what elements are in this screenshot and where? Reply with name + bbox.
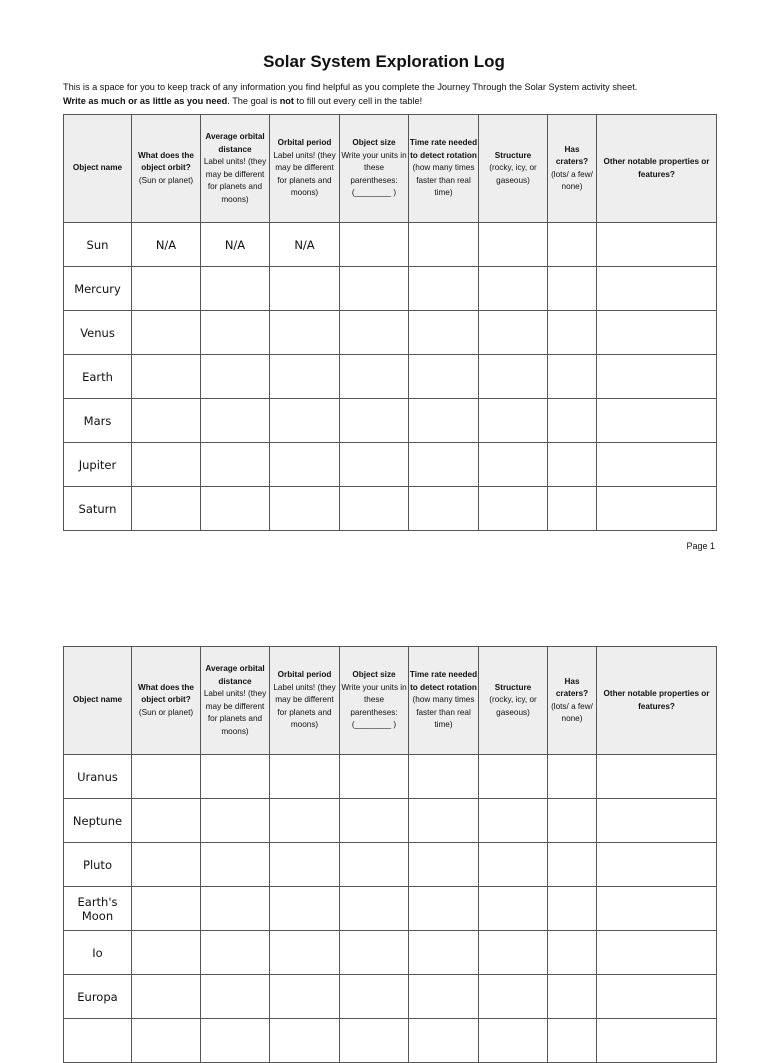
entry-cell[interactable] [479,399,548,443]
entry-cell[interactable] [270,267,340,311]
column-header-title: Object size [352,138,396,148]
column-header [597,647,717,755]
entry-cell[interactable] [548,267,597,311]
entry-cell[interactable] [340,843,409,887]
entry-cell[interactable] [597,399,717,443]
entry-cell[interactable] [201,487,270,531]
column-header [132,115,201,223]
entry-cell[interactable] [548,975,597,1019]
entry-cell[interactable] [409,755,479,799]
column-header-title: Object name [72,695,123,705]
table-row [64,931,717,975]
column-header-title: Has craters? [555,144,589,166]
column-header [340,647,409,755]
entry-cell[interactable] [270,443,340,487]
entry-cell[interactable] [409,311,479,355]
entry-cell[interactable] [201,311,270,355]
column-header [340,115,409,223]
column-header [409,647,479,755]
column-header [548,115,597,223]
table-row [64,975,717,1019]
object-name-cell: Jupiter [64,443,132,487]
column-header-hint: (how many times faster than real time) [412,695,475,730]
entry-cell[interactable] [340,1019,409,1063]
entry-cell[interactable] [132,843,201,887]
entry-cell[interactable] [270,1019,340,1063]
intro-bold-2: not [279,96,294,106]
entry-cell[interactable] [409,975,479,1019]
entry-cell[interactable] [409,487,479,531]
entry-cell[interactable] [201,799,270,843]
column-header [479,115,548,223]
entry-cell[interactable] [479,267,548,311]
entry-cell[interactable]: N/A [132,223,201,267]
entry-cell[interactable] [270,931,340,975]
entry-cell[interactable] [548,399,597,443]
column-header-hint: (rocky, icy, or gaseous) [489,163,537,185]
entry-cell[interactable] [409,799,479,843]
object-name-cell: Earth's Moon [64,887,132,931]
entry-cell[interactable] [201,755,270,799]
column-header-hint: (rocky, icy, or gaseous) [489,695,537,717]
entry-cell[interactable] [201,399,270,443]
column-header [64,647,132,755]
table-row [64,887,717,931]
entry-cell[interactable] [132,799,201,843]
column-header-hint: (Sun or planet) [138,175,194,185]
entry-cell[interactable] [479,755,548,799]
column-header-hint: Label units! (they may be different for planets and moons) [273,150,336,198]
column-header [270,647,340,755]
entry-cell[interactable] [548,487,597,531]
column-header-hint: Write your units in these parentheses: (________ ) [341,682,407,730]
table-row [64,799,717,843]
entry-cell[interactable] [548,223,597,267]
entry-cell[interactable] [132,975,201,1019]
entry-cell[interactable] [548,311,597,355]
entry-cell[interactable] [548,887,597,931]
entry-cell[interactable] [132,399,201,443]
table-row [64,755,717,799]
entry-cell[interactable] [340,755,409,799]
object-name-cell: Venus [64,311,132,355]
entry-cell[interactable] [597,487,717,531]
entry-cell[interactable] [409,355,479,399]
column-header [64,115,132,223]
column-header-title: What does the object orbit? [138,682,194,705]
entry-cell[interactable] [597,799,717,843]
column-header-hint: Label units! (they may be different for planets and moons) [203,689,267,736]
column-header-title: Average orbital distance [205,132,265,154]
entry-cell[interactable] [548,755,597,799]
entry-cell[interactable] [270,755,340,799]
intro-text [63,80,723,108]
column-header-hint: (lots/ a few/ none) [551,701,593,723]
page-title: Solar System Exploration Log [263,52,505,71]
object-name-cell: Mercury [64,267,132,311]
column-header-title: Time rate needed to detect rotation [409,670,478,692]
object-name-cell: Europa [64,975,132,1019]
entry-cell[interactable] [597,1019,717,1063]
object-name-cell: Pluto [64,843,132,887]
entry-cell[interactable] [201,887,270,931]
entry-cell[interactable] [597,443,717,487]
entry-cell[interactable] [597,755,717,799]
entry-cell[interactable] [409,443,479,487]
column-header [201,647,270,755]
entry-cell[interactable] [270,487,340,531]
entry-cell[interactable] [201,355,270,399]
entry-cell[interactable] [597,311,717,355]
entry-cell[interactable] [597,931,717,975]
entry-cell[interactable] [409,1019,479,1063]
entry-cell[interactable] [270,843,340,887]
entry-cell[interactable] [548,843,597,887]
column-header [201,115,270,223]
entry-cell[interactable] [340,443,409,487]
entry-cell[interactable] [597,355,717,399]
entry-cell[interactable] [479,223,548,267]
entry-cell[interactable] [340,399,409,443]
object-name-cell: Neptune [64,799,132,843]
entry-cell[interactable] [479,799,548,843]
entry-cell[interactable] [340,887,409,931]
entry-cell[interactable] [270,975,340,1019]
column-header-title: Other notable properties or features? [603,157,710,179]
entry-cell[interactable] [132,1019,201,1063]
page-number: Page 1 [686,541,715,551]
entry-cell[interactable] [479,843,548,887]
entry-cell[interactable] [132,355,201,399]
object-name-cell: Earth [64,355,132,399]
column-header-title: Average orbital distance [205,664,265,686]
entry-cell[interactable]: N/A [270,223,340,267]
entry-cell[interactable] [270,799,340,843]
column-header [409,115,479,223]
column-header-title: Orbital period [277,670,332,680]
entry-cell[interactable] [479,975,548,1019]
entry-cell[interactable] [132,755,201,799]
entry-cell[interactable] [340,931,409,975]
entry-cell[interactable]: N/A [201,223,270,267]
column-header-hint: Label units! (they may be different for planets and moons) [273,682,336,730]
entry-cell[interactable] [548,355,597,399]
entry-cell[interactable] [201,843,270,887]
entry-cell[interactable] [270,887,340,931]
entry-cell[interactable] [340,799,409,843]
entry-cell[interactable] [201,1019,270,1063]
object-name-cell: Sun [64,223,132,267]
column-header-title: Has craters? [555,676,589,698]
entry-cell[interactable] [340,975,409,1019]
object-name-cell: Saturn [64,487,132,531]
column-header-title: Object size [352,670,396,680]
column-header-hint: (how many times faster than real time) [412,163,475,198]
entry-cell[interactable] [479,1019,548,1063]
entry-cell[interactable] [201,443,270,487]
entry-cell[interactable] [548,799,597,843]
entry-cell[interactable] [597,975,717,1019]
intro-mid: . The goal is [227,96,280,106]
entry-cell[interactable] [132,443,201,487]
entry-cell[interactable] [132,487,201,531]
entry-cell[interactable] [132,887,201,931]
entry-cell[interactable] [409,399,479,443]
table-row [64,1019,717,1063]
entry-cell[interactable] [479,887,548,931]
column-header [270,115,340,223]
table-row [64,311,717,355]
table-row [64,223,717,267]
intro-line-2 [63,94,723,108]
entry-cell[interactable] [409,223,479,267]
entry-cell[interactable] [479,487,548,531]
entry-cell[interactable] [409,267,479,311]
table-row [64,399,717,443]
column-header-title: Orbital period [277,138,332,148]
exploration-table-1 [63,114,717,531]
column-header-title: Structure [494,150,532,160]
column-header-title: What does the object orbit? [138,150,194,173]
column-header-hint: Write your units in these parentheses: (________ ) [341,150,407,198]
entry-cell[interactable] [201,267,270,311]
table-row [64,355,717,399]
entry-cell[interactable] [548,443,597,487]
column-header-title: Other notable properties or features? [603,689,710,711]
entry-cell[interactable] [597,887,717,931]
column-header-hint: Label units! (they may be different for planets and moons) [203,157,267,204]
column-header [479,647,548,755]
entry-cell[interactable] [597,843,717,887]
entry-cell[interactable] [548,1019,597,1063]
entry-cell[interactable] [201,975,270,1019]
entry-cell[interactable] [270,311,340,355]
column-header-title: Time rate needed to detect rotation [409,138,478,160]
column-header [597,115,717,223]
entry-cell[interactable] [132,311,201,355]
entry-cell[interactable] [548,931,597,975]
entry-cell[interactable] [270,355,340,399]
table-row [64,267,717,311]
entry-cell[interactable] [479,311,548,355]
entry-cell[interactable] [340,311,409,355]
entry-cell[interactable] [409,843,479,887]
object-name-cell: Io [64,931,132,975]
column-header [132,647,201,755]
table-row [64,443,717,487]
object-name-cell [64,1019,132,1063]
column-header-title: Object name [72,163,123,173]
entry-cell[interactable] [340,267,409,311]
entry-cell[interactable] [340,355,409,399]
column-header [548,647,597,755]
entry-cell[interactable] [201,931,270,975]
object-name-cell: Mars [64,399,132,443]
intro-line-1: This is a space for you to keep track of any information you find helpful as you complete the Journey Through the Solar System activity sheet. [63,82,638,92]
entry-cell[interactable] [270,399,340,443]
entry-cell[interactable] [479,355,548,399]
entry-cell[interactable] [132,931,201,975]
object-name-cell: Uranus [64,755,132,799]
intro-end: to fill out every cell in the table! [293,96,423,106]
entry-cell[interactable] [479,443,548,487]
entry-cell[interactable] [132,267,201,311]
entry-cell[interactable] [409,887,479,931]
entry-cell[interactable] [479,931,548,975]
intro-bold-1: Write as much or as little as you need [63,96,228,106]
table-row [64,487,717,531]
column-header-hint: (Sun or planet) [138,707,194,717]
entry-cell[interactable] [597,223,717,267]
column-header-title: Structure [494,682,532,692]
entry-cell[interactable] [597,267,717,311]
table-row [64,843,717,887]
column-header-hint: (lots/ a few/ none) [551,169,593,191]
entry-cell[interactable] [340,487,409,531]
exploration-table-2 [63,646,717,1063]
entry-cell[interactable] [409,931,479,975]
entry-cell[interactable] [340,223,409,267]
